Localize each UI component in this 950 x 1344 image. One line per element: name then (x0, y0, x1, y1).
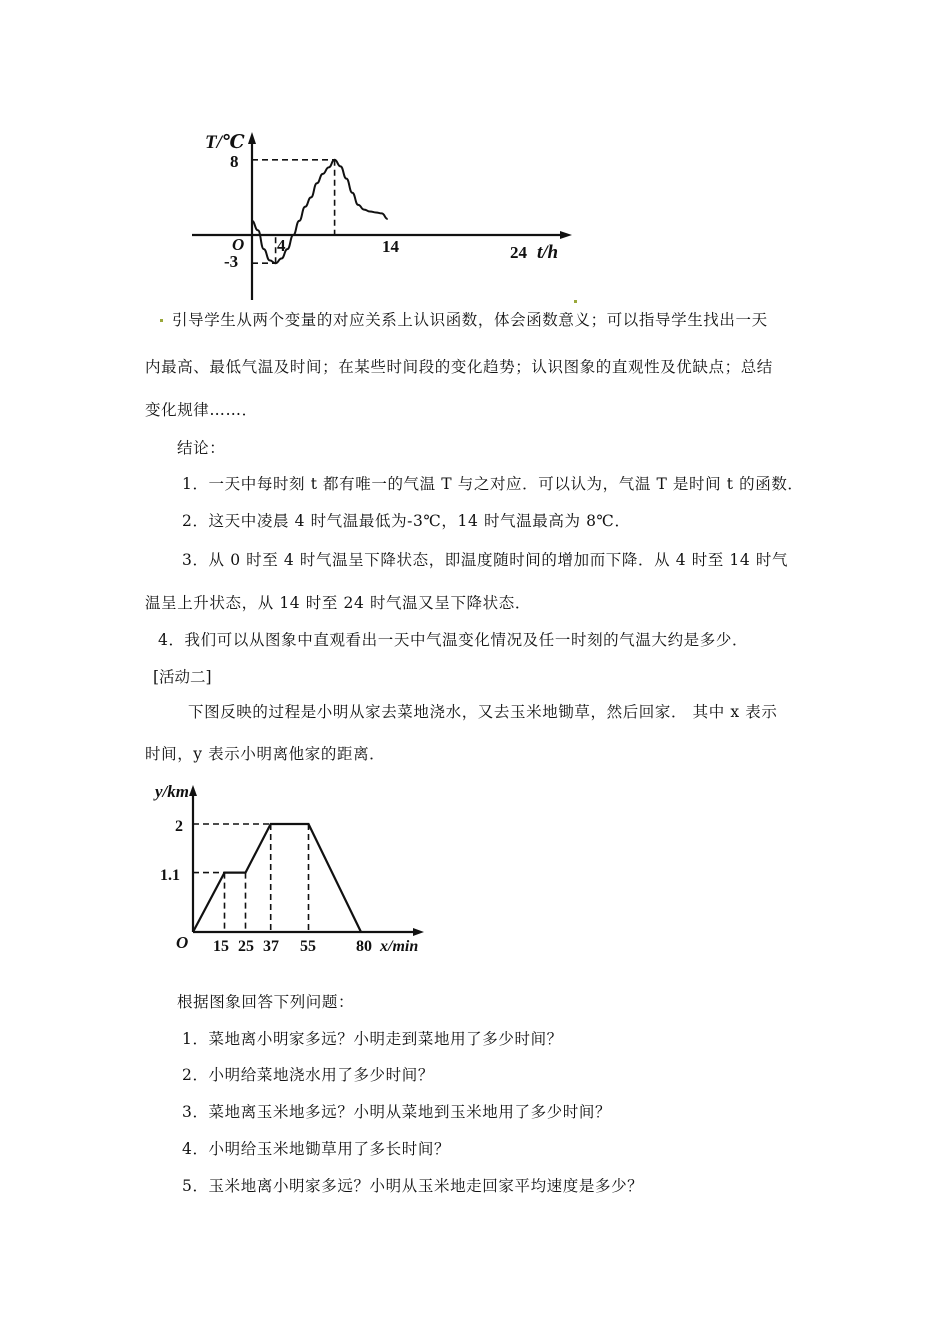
question-4: 4．小明给玉米地锄草用了多长时间？ (182, 1140, 451, 1158)
activity-2-heading: [活动二] (153, 668, 212, 686)
c2-ytick-1.1: 1.1 (160, 867, 180, 884)
intro-line2: 内最高、最低气温及时间；在某些时间段的变化趋势；认识图象的直观性及优缺点；总结 (145, 358, 773, 376)
c1-origin: O (232, 235, 245, 254)
c1-temperature-curve (252, 160, 388, 263)
c1-ylabel: T/℃ (205, 132, 245, 153)
c2-ytick-2: 2 (175, 818, 183, 835)
question-2: 2．小明给菜地浇水用了多少时间？ (182, 1066, 434, 1084)
c1-y-arrow (248, 132, 256, 144)
c1-xtick-14: 14 (382, 237, 399, 256)
c2-distance-line (193, 824, 361, 932)
conclusion-1: 1．一天中每时刻 t 都有唯一的气温 T 与之对应．可以认为，气温 T 是时间 t 的函数． (182, 475, 804, 493)
distance-chart (0, 770, 950, 970)
conclusion-3-line2: 温呈上升状态，从 14 时至 24 时气温又呈下降状态． (145, 594, 531, 612)
conclusion-3-line1: 3．从 0 时至 4 时气温呈下降状态，即温度随时间的增加而下降．从 4 时至 14 时气 (182, 551, 789, 569)
conclusion-2: 2．这天中凌晨 4 时气温最低为-3℃，14 时气温最高为 8℃． (182, 512, 631, 530)
questions-intro: 根据图象回答下列问题： (177, 993, 355, 1011)
c2-xlabel: x/min (380, 938, 419, 955)
c2-ylabel: y/km (155, 782, 189, 801)
question-1: 1．菜地离小明家多远？小明走到菜地用了多少时间？ (182, 1030, 563, 1048)
c1-x-arrow (560, 231, 572, 239)
intro-line1: 引导学生从两个变量的对应关系上认识函数，体会函数意义；可以指导学生找出一天 (172, 311, 768, 329)
c1-xlabel: t/h (537, 242, 559, 263)
c2-xtick-55: 55 (300, 938, 316, 955)
activity-desc-line2: 时间，y 表示小明离他家的距离． (145, 745, 386, 763)
c1-ytick-neg3: -3 (224, 252, 239, 271)
c2-x-arrow (413, 928, 424, 936)
conclusion-label: 结论： (177, 439, 226, 457)
c2-y-arrow (189, 785, 197, 796)
intro-line3: 变化规律……． (145, 401, 258, 419)
c2-xtick-15: 15 (213, 938, 229, 955)
c1-xtick-4: 4 (277, 236, 286, 255)
c2-xtick-80: 80 (356, 938, 372, 955)
c2-xtick-37: 37 (263, 938, 279, 955)
question-3: 3．菜地离玉米地多远？小明从菜地到玉米地用了多少时间？ (182, 1103, 612, 1121)
temperature-chart (0, 0, 950, 320)
c2-origin: O (176, 933, 189, 952)
question-5: 5．玉米地离小明家多远？小明从玉米地走回家平均速度是多少？ (182, 1177, 644, 1195)
c1-xtick-24: 24 (510, 243, 527, 262)
c2-xtick-25: 25 (238, 938, 254, 955)
conclusion-4: 4．我们可以从图象中直观看出一天中气温变化情况及任一时刻的气温大约是多少． (158, 631, 749, 649)
c1-ytick-8: 8 (230, 152, 239, 171)
activity-desc-line1: 下图反映的过程是小明从家去菜地浇水，又去玉米地锄草，然后回家． 其中 x 表示 (188, 703, 778, 721)
